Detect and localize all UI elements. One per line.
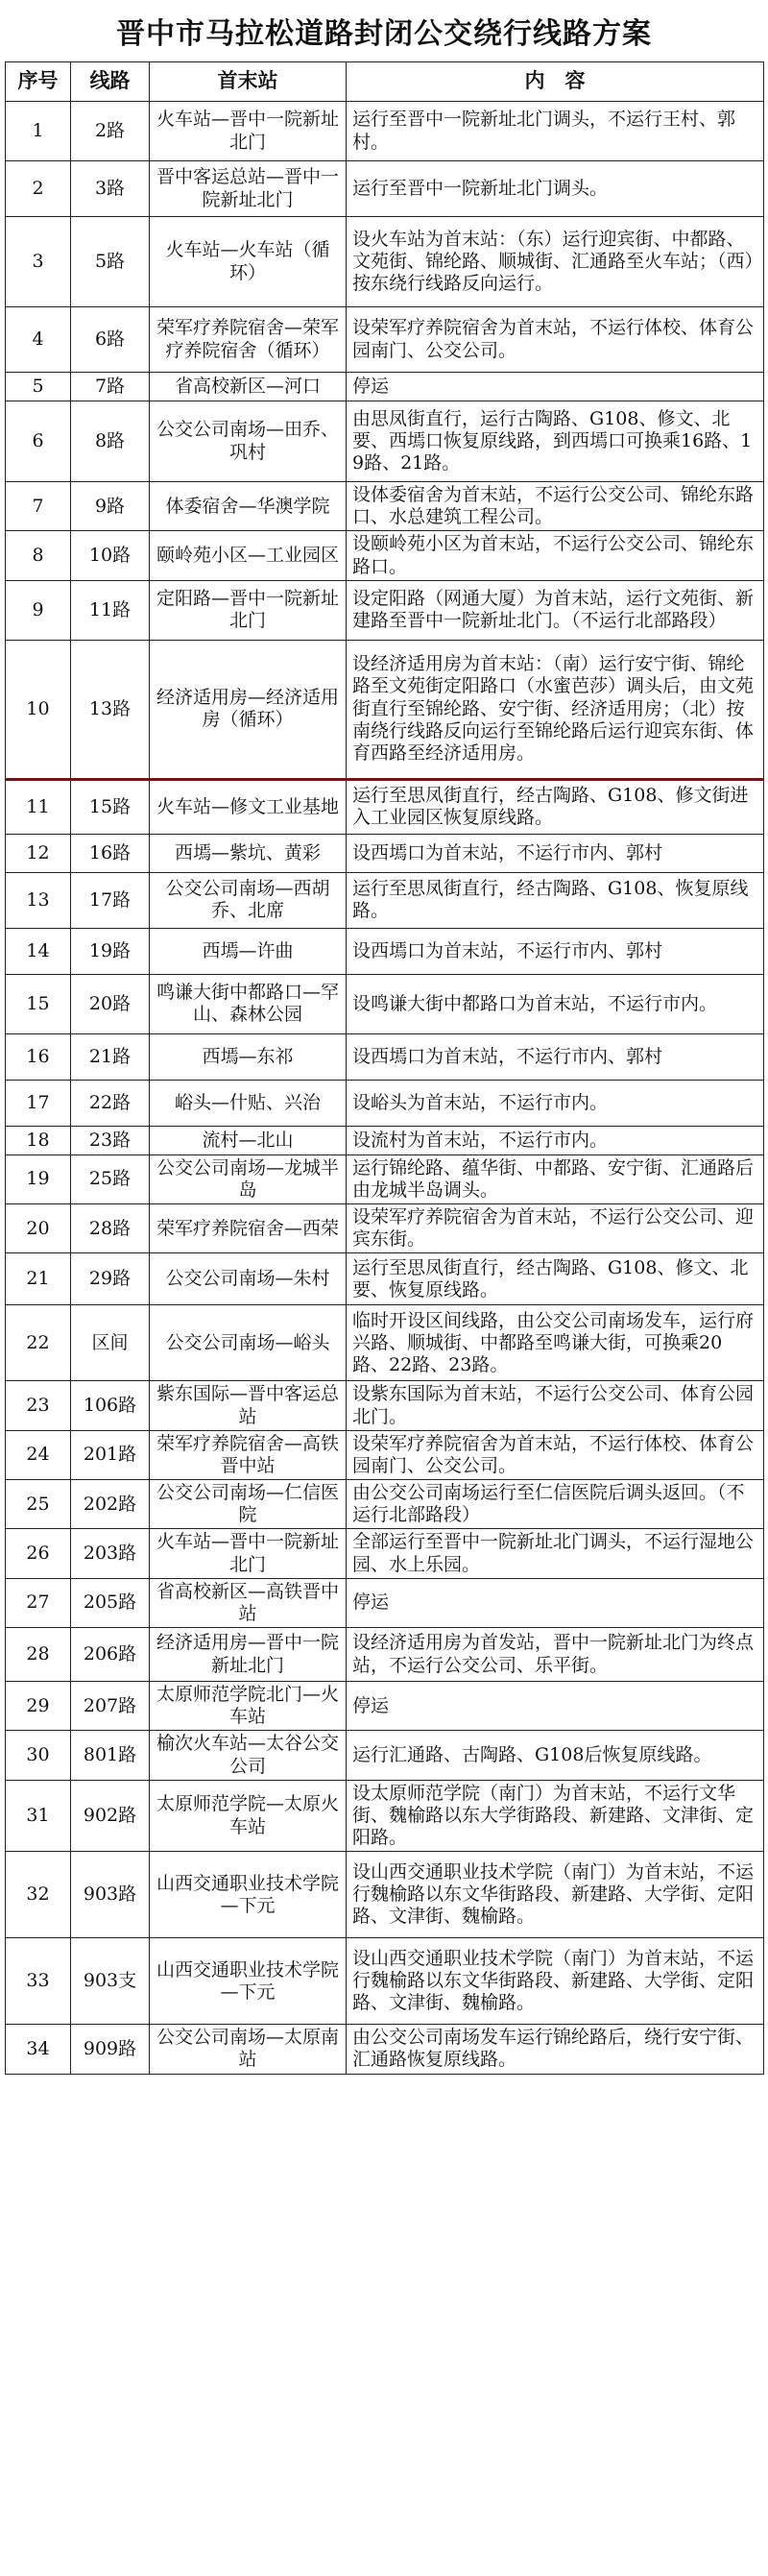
row-number: 20: [6, 1204, 71, 1253]
table-row: [6, 1780, 764, 1852]
route-stations: 火车站—修文工业基地: [150, 779, 347, 834]
route-name: 20路: [71, 974, 150, 1033]
table-row: [6, 102, 764, 161]
row-number: 33: [6, 1938, 71, 2025]
route-table: [5, 61, 764, 2075]
route-stations: 晋中客运总站—晋中一院新址北门: [150, 161, 347, 217]
table-row: [6, 928, 764, 974]
route-name: 106路: [71, 1381, 150, 1430]
route-name: 903路: [71, 1852, 150, 1938]
row-number: 34: [6, 2025, 71, 2074]
route-name: 801路: [71, 1731, 150, 1780]
row-number: 1: [6, 102, 71, 161]
route-detour: 运行锦纶路、蕴华街、中都路、安宁街、汇通路后由龙城半岛调头。: [347, 1154, 764, 1203]
row-number: 25: [6, 1480, 71, 1529]
table-row: [6, 1126, 764, 1154]
route-stations: 紫东国际—晋中客运总站: [150, 1381, 347, 1430]
route-detour: 设定阳路（网通大厦）为首末站，运行文苑街、新建路至晋中一院新址北门。（不运行北部路段）: [347, 580, 764, 640]
table-row: [6, 1852, 764, 1938]
table-row: [6, 1628, 764, 1682]
route-name: 13路: [71, 640, 150, 779]
route-name: 29路: [71, 1253, 150, 1305]
route-name: 17路: [71, 872, 150, 928]
route-detour: 停运: [347, 1682, 764, 1731]
table-row: [6, 531, 764, 580]
route-name: 8路: [71, 401, 150, 482]
route-name: 2路: [71, 102, 150, 161]
row-number: 5: [6, 373, 71, 401]
route-name: 21路: [71, 1033, 150, 1080]
route-detour: 设经济适用房为首发站，晋中一院新址北门为终点站，不运行公交公司、乐平街。: [347, 1628, 764, 1682]
route-name: 9路: [71, 482, 150, 531]
route-stations: 西墕—许曲: [150, 928, 347, 974]
route-stations: 公交公司南场—峪头: [150, 1305, 347, 1381]
table-row: [6, 373, 764, 401]
route-name: 11路: [71, 580, 150, 640]
route-detour: 设颐岭苑小区为首末站，不运行公交公司、锦纶东路口。: [347, 531, 764, 580]
route-name: 28路: [71, 1204, 150, 1253]
row-number: 12: [6, 834, 71, 872]
route-name: 205路: [71, 1578, 150, 1627]
table-row: [6, 161, 764, 217]
route-detour: 临时开设区间线路，由公交公司南场发车，运行府兴路、顺城街、中都路至鸣谦大街，可换乘20路、22路、23路。: [347, 1305, 764, 1381]
route-stations: 峪头—什贴、兴治: [150, 1080, 347, 1126]
row-number: 18: [6, 1126, 71, 1154]
row-number: 27: [6, 1578, 71, 1627]
row-number: 7: [6, 482, 71, 531]
route-name: 206路: [71, 1628, 150, 1682]
row-number: 4: [6, 307, 71, 373]
route-detour: 设峪头为首末站，不运行市内。: [347, 1080, 764, 1126]
route-name: 6路: [71, 307, 150, 373]
row-number: 21: [6, 1253, 71, 1305]
route-detour: 由思凤街直行，运行古陶路、G108、修文、北要、西墕口恢复原线路，到西墕口可换乘16路、19路、21路。: [347, 401, 764, 482]
row-number: 9: [6, 580, 71, 640]
table-row: [6, 307, 764, 373]
table-row: [6, 640, 764, 779]
route-name: 16路: [71, 834, 150, 872]
table-row: [6, 1253, 764, 1305]
table-row: [6, 779, 764, 834]
route-detour: 设山西交通职业技术学院（南门）为首末站，不运行魏榆路以东文华街路段、新建路、大学街、定阳路、文津街、魏榆路。: [347, 1938, 764, 2025]
route-name: 19路: [71, 928, 150, 974]
table-row: [6, 1381, 764, 1430]
row-number: 16: [6, 1033, 71, 1080]
route-stations: 火车站—晋中一院新址北门: [150, 1529, 347, 1578]
table-row: [6, 1938, 764, 2025]
route-detour: 设火车站为首末站：（东）运行迎宾街、中都路、文苑街、锦纶路、顺城街、汇通路至火车站；（西）按东绕行线路反向运行。: [347, 217, 764, 307]
row-number: 24: [6, 1430, 71, 1479]
table-row: [6, 1033, 764, 1080]
route-name: 903支: [71, 1938, 150, 2025]
route-detour: 运行至思凤街直行，经古陶路、G108、恢复原线路。: [347, 872, 764, 928]
route-name: 5路: [71, 217, 150, 307]
route-detour: 运行至晋中一院新址北门调头。: [347, 161, 764, 217]
row-number: 2: [6, 161, 71, 217]
route-detour: 设荣军疗养院宿舍为首末站，不运行体校、体育公园南门、公交公司。: [347, 307, 764, 373]
route-stations: 荣军疗养院宿舍—西荣: [150, 1204, 347, 1253]
table-row: [6, 401, 764, 482]
route-name: 3路: [71, 161, 150, 217]
table-row: [6, 580, 764, 640]
header-route: 线路: [71, 62, 150, 102]
route-stations: 省高校新区—河口: [150, 373, 347, 401]
header-stations: 首末站: [150, 62, 347, 102]
row-number: 30: [6, 1731, 71, 1780]
route-stations: 鸣谦大街中都路口—罕山、森林公园: [150, 974, 347, 1033]
route-detour: 停运: [347, 1578, 764, 1627]
table-row: [6, 1529, 764, 1578]
route-stations: 体委宿舍—华澳学院: [150, 482, 347, 531]
route-name: 902路: [71, 1780, 150, 1852]
row-number: 31: [6, 1780, 71, 1852]
route-stations: 定阳路—晋中一院新址北门: [150, 580, 347, 640]
route-stations: 西墕—紫坑、黄彩: [150, 834, 347, 872]
table-body: [6, 102, 764, 2075]
route-name: 7路: [71, 373, 150, 401]
route-stations: 山西交通职业技术学院—下元: [150, 1938, 347, 2025]
route-stations: 荣军疗养院宿舍—荣军疗养院宿舍（循环）: [150, 307, 347, 373]
route-name: 区间: [71, 1305, 150, 1381]
route-stations: 省高校新区—高铁晋中站: [150, 1578, 347, 1627]
row-number: 10: [6, 640, 71, 779]
table-row: [6, 974, 764, 1033]
table-row: [6, 872, 764, 928]
table-row: [6, 1731, 764, 1780]
route-stations: 颐岭苑小区—工业园区: [150, 531, 347, 580]
route-stations: 太原师范学院—太原火车站: [150, 1780, 347, 1852]
route-detour: 设鸣谦大街中都路口为首末站，不运行市内。: [347, 974, 764, 1033]
table-row: [6, 834, 764, 872]
header-row: [6, 62, 764, 102]
route-detour: 设体委宿舍为首末站，不运行公交公司、锦纶东路口、水总建筑工程公司。: [347, 482, 764, 531]
row-number: 19: [6, 1154, 71, 1203]
route-detour: 停运: [347, 373, 764, 401]
route-detour: 设太原师范学院（南门）为首末站，不运行文华街、魏榆路以东大学街路段、新建路、文津街、定阳路。: [347, 1780, 764, 1852]
route-stations: 经济适用房—晋中一院新址北门: [150, 1628, 347, 1682]
row-number: 32: [6, 1852, 71, 1938]
route-stations: 流村—北山: [150, 1126, 347, 1154]
row-number: 11: [6, 779, 71, 834]
route-detour: 全部运行至晋中一院新址北门调头，不运行湿地公园、水上乐园。: [347, 1529, 764, 1578]
route-detour: 设荣军疗养院宿舍为首末站，不运行体校、体育公园南门、公交公司。: [347, 1430, 764, 1479]
route-detour: 设流村为首末站，不运行市内。: [347, 1126, 764, 1154]
route-stations: 西墕—东祁: [150, 1033, 347, 1080]
route-stations: 公交公司南场—朱村: [150, 1253, 347, 1305]
row-number: 29: [6, 1682, 71, 1731]
table-row: [6, 1430, 764, 1479]
route-stations: 公交公司南场—太原南站: [150, 2025, 347, 2074]
route-stations: 公交公司南场—龙城半岛: [150, 1154, 347, 1203]
route-name: 23路: [71, 1126, 150, 1154]
route-name: 25路: [71, 1154, 150, 1203]
row-number: 22: [6, 1305, 71, 1381]
table-row: [6, 1480, 764, 1529]
route-detour: 设西墕口为首末站，不运行市内、郭村: [347, 928, 764, 974]
route-name: 22路: [71, 1080, 150, 1126]
route-detour: 设紫东国际为首末站，不运行公交公司、体育公园北门。: [347, 1381, 764, 1430]
row-number: 13: [6, 872, 71, 928]
route-name: 202路: [71, 1480, 150, 1529]
route-detour: 设西墕口为首末站，不运行市内、郭村: [347, 1033, 764, 1080]
row-number: 26: [6, 1529, 71, 1578]
header-no: 序号: [6, 62, 71, 102]
route-stations: 榆次火车站—太谷公交公司: [150, 1731, 347, 1780]
table-row: [6, 1578, 764, 1627]
row-number: 23: [6, 1381, 71, 1430]
route-stations: 火车站—火车站（循环）: [150, 217, 347, 307]
route-detour: 设经济适用房为首末站：（南）运行安宁街、锦纶路至文苑街定阳路口（水蜜芭莎）调头后，由文苑街直行至锦纶路、安宁街、经济适用房；（北）按南绕行线路反向运行至锦纶路后运行迎宾东街、体育西路至经济适用房。: [347, 640, 764, 779]
table-row: [6, 1682, 764, 1731]
route-detour: 由公交公司南场运行至仁信医院后调头返回。（不运行北部路段）: [347, 1480, 764, 1529]
table-row: [6, 1080, 764, 1126]
route-detour: 由公交公司南场发车运行锦纶路后，绕行安宁街、汇通路恢复原线路。: [347, 2025, 764, 2074]
route-name: 203路: [71, 1529, 150, 1578]
row-number: 15: [6, 974, 71, 1033]
route-stations: 公交公司南场—仁信医院: [150, 1480, 347, 1529]
route-name: 207路: [71, 1682, 150, 1731]
route-stations: 荣军疗养院宿舍—高铁晋中站: [150, 1430, 347, 1479]
route-name: 10路: [71, 531, 150, 580]
route-detour: 运行至晋中一院新址北门调头，不运行王村、郭村。: [347, 102, 764, 161]
route-detour: 设山西交通职业技术学院（南门）为首末站，不运行魏榆路以东文华街路段、新建路、大学街、定阳路、文津街、魏榆路。: [347, 1852, 764, 1938]
route-stations: 公交公司南场—田乔、巩村: [150, 401, 347, 482]
row-number: 3: [6, 217, 71, 307]
table-row: [6, 482, 764, 531]
row-number: 17: [6, 1080, 71, 1126]
table-row: [6, 1204, 764, 1253]
route-stations: 公交公司南场—西胡乔、北席: [150, 872, 347, 928]
row-number: 28: [6, 1628, 71, 1682]
route-stations: 山西交通职业技术学院—下元: [150, 1852, 347, 1938]
route-detour: 运行至思凤街直行，经古陶路、G108、修文街进入工业园区恢复原线路。: [347, 779, 764, 834]
route-detour: 设西墕口为首末站，不运行市内、郭村: [347, 834, 764, 872]
page-title: 晋中市马拉松道路封闭公交绕行线路方案: [116, 17, 652, 51]
route-detour: 运行至思凤街直行，经古陶路、G108、修文、北要、恢复原线路。: [347, 1253, 764, 1305]
row-number: 6: [6, 401, 71, 482]
row-number: 8: [6, 531, 71, 580]
route-name: 201路: [71, 1430, 150, 1479]
table-header: [6, 62, 764, 102]
route-detour: 设荣军疗养院宿舍为首末站，不运行公交公司、迎宾东街。: [347, 1204, 764, 1253]
route-name: 909路: [71, 2025, 150, 2074]
route-detour: 运行汇通路、古陶路、G108后恢复原线路。: [347, 1731, 764, 1780]
table-row: [6, 217, 764, 307]
header-content: 内 容: [347, 62, 764, 102]
route-stations: 太原师范学院北门—火车站: [150, 1682, 347, 1731]
table-row: [6, 2025, 764, 2074]
route-stations: 火车站—晋中一院新址北门: [150, 102, 347, 161]
route-name: 15路: [71, 779, 150, 834]
row-number: 14: [6, 928, 71, 974]
table-row: [6, 1305, 764, 1381]
route-stations: 经济适用房—经济适用房（循环）: [150, 640, 347, 779]
table-row: [6, 1154, 764, 1203]
